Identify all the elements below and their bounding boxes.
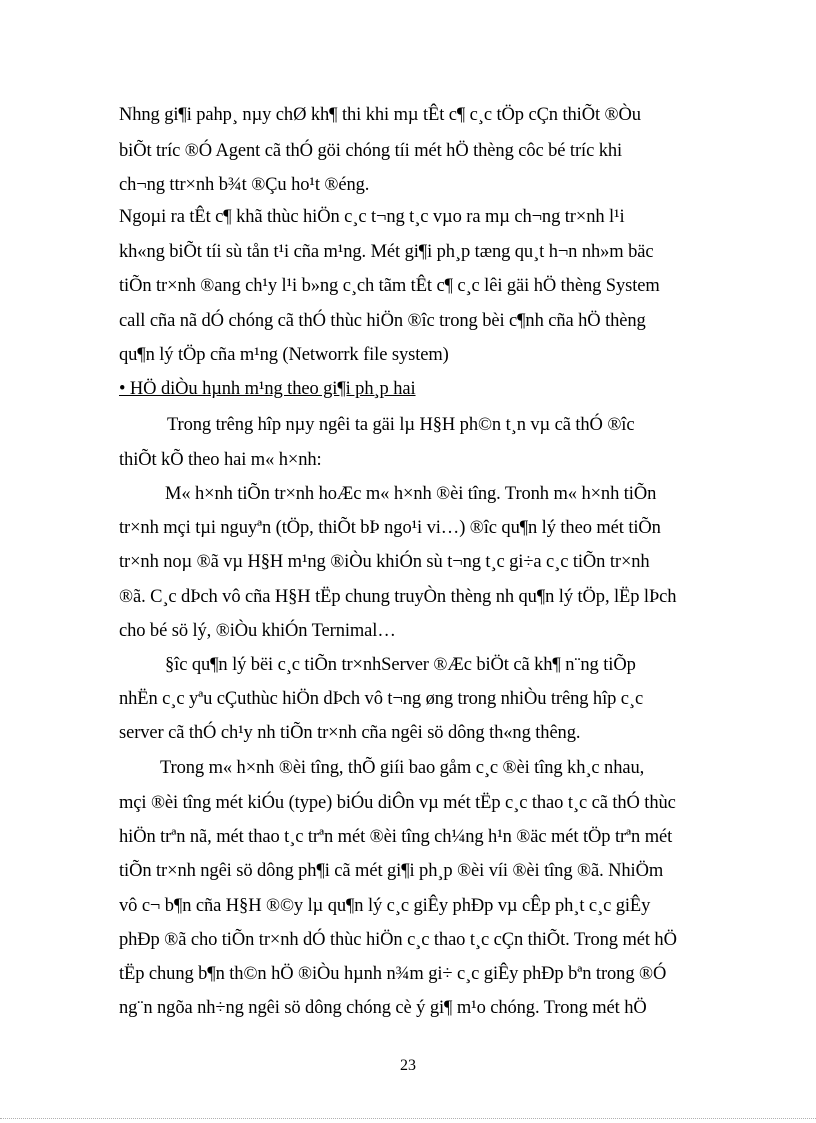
text-line: vô c¬ b¶n cña H§H ®©y lµ qu¶n lý c¸c giÊy phÐp vµ cÊp ph¸t c¸c giÊy [119,896,651,916]
text-line: ch¬ng ttr×nh b¾t ®Çu ho¹t ®éng. [119,175,370,195]
page-bottom-divider [0,1118,816,1119]
text-line: kh«ng biÕt tíi sù tån t¹i cña m¹ng. Mét gi¶i ph¸p tæng qu¸t h¬n nh»m bäc [119,242,654,262]
section-heading: • HÖ diÒu hµnh m¹ng theo gi¶i ph¸p hai [119,379,416,399]
text-line: ng¨n ngõa nh÷ng ngêi sö dông chóng cè ý gi¶ m¹o chóng. Trong mét hÖ [119,998,647,1018]
text-line: Trong m« h×nh ®èi tîng, thÕ giíi bao gåm c¸c ®èi tîng kh¸c nhau, [160,758,645,778]
text-line: mçi ®èi tîng mét kiÓu (type) biÓu diÔn vµ mét tËp c¸c thao t¸c cã thÓ thùc [119,793,676,813]
text-line: call cña nã dÓ chóng cã thÓ thùc hiÖn ®îc trong bèi c¶nh cña hÖ thèng [119,311,646,331]
text-line: §îc qu¶n lý bëi c¸c tiÕn tr×nhServer ®Æc biÖt cã kh¶ n¨ng tiÕp [165,655,636,675]
text-line: ®ã. C¸c dÞch vô cña H§H tËp chung truyÒn thèng nh qu¶n lý tÖp, lËp lÞch [119,587,677,607]
text-line: biÕt tríc ®Ó Agent cã thÓ göi chóng tíi mét hÖ thèng côc bé tríc khi [119,141,623,161]
text-line: cho bé sö lý, ®iÒu khiÓn Ternimal… [119,621,396,641]
text-line: tËp chung b¶n th©n hÖ ®iÒu hµnh n¾m gi÷ c¸c giÊy phÐp bªn trong ®Ó [119,964,667,984]
page-number: 23 [400,1057,416,1074]
text-line: tiÕn tr×nh ngêi sö dông ph¶i cã mét gi¶i ph¸p ®èi víi ®èi tîng ®ã. NhiÖm [119,861,664,881]
text-line: qu¶n lý tÖp cña m¹ng (Networrk file system) [119,345,449,365]
text-line: tiÕn tr×nh ®ang ch¹y l¹i b»ng c¸ch tãm tÊt c¶ c¸c lêi gäi hÖ thèng System [119,276,660,296]
text-line: hiÖn trªn nã, mét thao t¸c trªn mét ®èi tîng ch¼ng h¹n ®äc mét tÖp trªn mét [119,827,673,847]
text-line: Ngoµi ra tÊt c¶ khã thùc hiÖn c¸c t¬ng t¸c vµo ra mµ ch¬ng tr×nh l¹i [119,207,625,227]
text-line: thiÕt kÕ theo hai m« h×nh: [119,450,322,470]
text-line: tr×nh mçi tµi nguyªn (tÖp, thiÕt bÞ ngo¹i vi…) ®îc qu¶n lý theo mét tiÕn [119,518,661,538]
text-line: M« h×nh tiÕn tr×nh hoÆc m« h×nh ®èi tîng. Tronh m« h×nh tiÕn [165,484,657,504]
text-line: nhËn c¸c yªu cÇuthùc hiÖn dÞch vô t¬ng øng trong nhiÒu trêng hîp c¸c [119,689,644,709]
text-line: server cã thÓ ch¹y nh tiÕn tr×nh cña ngêi sö dông th«ng thêng. [119,723,581,743]
text-line: phÐp ®ã cho tiÕn tr×nh dÓ thùc hiÖn c¸c thao t¸c cÇn thiÕt. Trong mét hÖ [119,930,677,950]
text-line: Trong trêng hîp nµy ngêi ta gäi lµ H§H ph©n t¸n vµ cã thÓ ®îc [167,415,635,435]
text-line: Nhng gi¶i pahp¸ nµy chØ kh¶ thi khi mµ tÊt c¶ c¸c tÖp cÇn thiÕt ®Òu [119,105,641,125]
text-line: tr×nh noµ ®ã vµ H§H m¹ng ®iÒu khiÓn sù t¬ng t¸c gi÷a c¸c tiÕn tr×nh [119,552,650,572]
